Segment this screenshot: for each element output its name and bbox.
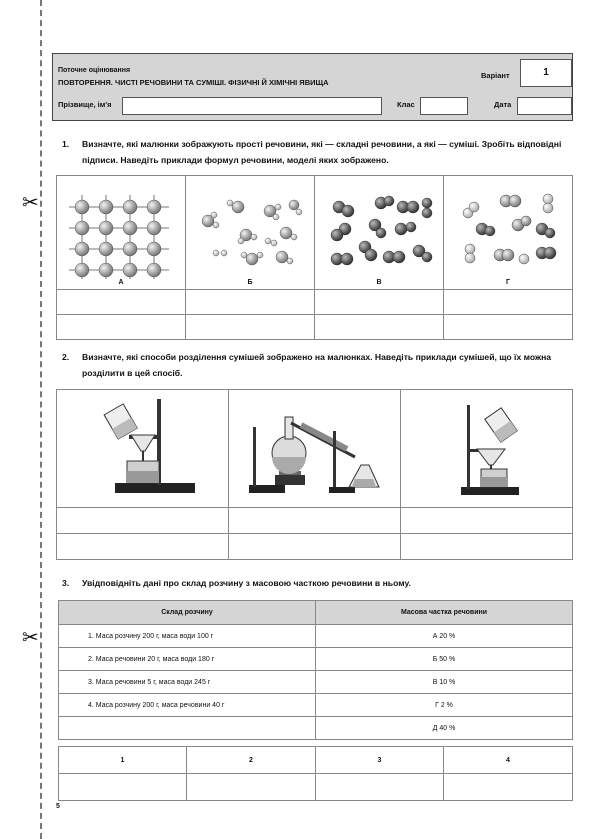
solution-composition: 2. Маса речовини 20 г, маса води 180 г xyxy=(59,648,316,671)
mass-fraction-option: Б 50 % xyxy=(316,648,573,671)
cut-line xyxy=(40,0,42,839)
solution-composition: 1. Маса розчину 200 г, маса води 100 г xyxy=(59,625,316,648)
class-field[interactable] xyxy=(420,97,468,115)
question-text: Увідповідніть дані про склад розчину з масовою часткою речовини в ньому. xyxy=(82,578,411,588)
model-cell-g xyxy=(444,176,573,290)
diatomic-molecules-icon xyxy=(315,185,443,280)
solution-composition xyxy=(59,717,316,740)
distillation-apparatus-icon xyxy=(229,391,399,507)
answer-cell[interactable] xyxy=(186,315,315,340)
question-text: Визначте, які способи розділення сумішей зображено на малюнках. Наведіть приклади сумішей, що їх можна розділити в цей спосіб. xyxy=(82,352,552,378)
answer-cell[interactable] xyxy=(229,508,401,534)
column-header: Масова частка речовини xyxy=(316,601,573,625)
solution-composition: 3. Маса речовини 5 г, маса води 245 г xyxy=(59,671,316,694)
assessment-label: Поточне оцінювання xyxy=(58,67,131,74)
answer-cell[interactable] xyxy=(187,774,316,801)
question-number: 2. xyxy=(62,352,70,362)
name-field[interactable] xyxy=(122,97,382,115)
date-field[interactable] xyxy=(517,97,572,115)
class-label: Клас xyxy=(397,100,415,109)
question-number: 1. xyxy=(62,139,70,149)
question-text: Визначте, які малюнки зображують прості речовини, які — складні речовини, а які — суміші. Зробіть відповідні підписи. Наведіть приклади формул речовини, моделі яких зображено. xyxy=(82,139,562,165)
date-label: Дата xyxy=(494,100,512,109)
answer-cell[interactable] xyxy=(444,290,573,315)
solution-composition: 4. Маса розчину 200 г, маса речовини 40 г xyxy=(59,694,316,717)
answer-grid xyxy=(58,746,573,801)
model-label-b: Б xyxy=(247,279,253,286)
answer-cell[interactable] xyxy=(316,774,444,801)
matching-table xyxy=(58,600,573,740)
lattice-model-icon xyxy=(57,185,185,280)
model-cell-b xyxy=(186,176,315,290)
mass-fraction-option: Г 2 % xyxy=(316,694,573,717)
variant-label: Варіант xyxy=(481,71,510,80)
answer-cell[interactable] xyxy=(57,534,229,560)
scissors-icon: ✂ xyxy=(22,627,39,649)
mass-fraction-option: А 20 % xyxy=(316,625,573,648)
scissors-icon: ✂ xyxy=(22,192,39,214)
q1-table xyxy=(56,175,573,340)
mass-fraction-option: В 10 % xyxy=(316,671,573,694)
answer-cell[interactable] xyxy=(444,774,573,801)
mixture-molecules-icon xyxy=(444,185,572,280)
answer-cell[interactable] xyxy=(59,774,187,801)
answer-cell[interactable] xyxy=(315,290,444,315)
compound-molecules-icon xyxy=(186,185,314,280)
page-number: 5 xyxy=(56,803,60,810)
method-cell-1 xyxy=(57,390,229,508)
answer-cell[interactable] xyxy=(186,290,315,315)
model-label-a: А xyxy=(118,279,124,286)
table-row xyxy=(59,648,573,671)
answer-cell[interactable] xyxy=(315,315,444,340)
worksheet-title: ПОВТОРЕННЯ. ЧИСТІ РЕЧОВИНИ ТА СУМІШІ. ФІЗИЧНІ Й ХІМІЧНІ ЯВИЩА xyxy=(58,78,329,87)
question-number: 3. xyxy=(62,578,70,588)
variant-value: 1 xyxy=(520,59,572,87)
table-row xyxy=(59,625,573,648)
answer-cell[interactable] xyxy=(401,534,573,560)
decanting-apparatus-icon xyxy=(401,391,571,507)
column-header: Склад розчину xyxy=(59,601,316,625)
q2-table xyxy=(56,389,573,560)
answer-number: 3 xyxy=(316,747,444,774)
answer-cell[interactable] xyxy=(57,508,229,534)
table-row xyxy=(59,694,573,717)
filtration-apparatus-icon xyxy=(57,391,227,507)
method-cell-3 xyxy=(401,390,573,508)
name-label: Прізвище, ім'я xyxy=(58,100,112,109)
answer-number: 1 xyxy=(59,747,187,774)
model-label-v: В xyxy=(376,279,382,286)
answer-number: 2 xyxy=(187,747,316,774)
model-cell-v xyxy=(315,176,444,290)
model-label-g: Г xyxy=(506,279,510,286)
table-row xyxy=(59,717,573,740)
answer-cell[interactable] xyxy=(401,508,573,534)
method-cell-2 xyxy=(229,390,401,508)
mass-fraction-option: Д 40 % xyxy=(316,717,573,740)
answer-cell[interactable] xyxy=(444,315,573,340)
worksheet-header xyxy=(52,53,573,121)
model-cell-a xyxy=(57,176,186,290)
answer-cell[interactable] xyxy=(57,315,186,340)
table-row xyxy=(59,671,573,694)
answer-cell[interactable] xyxy=(57,290,186,315)
answer-number: 4 xyxy=(444,747,573,774)
answer-cell[interactable] xyxy=(229,534,401,560)
